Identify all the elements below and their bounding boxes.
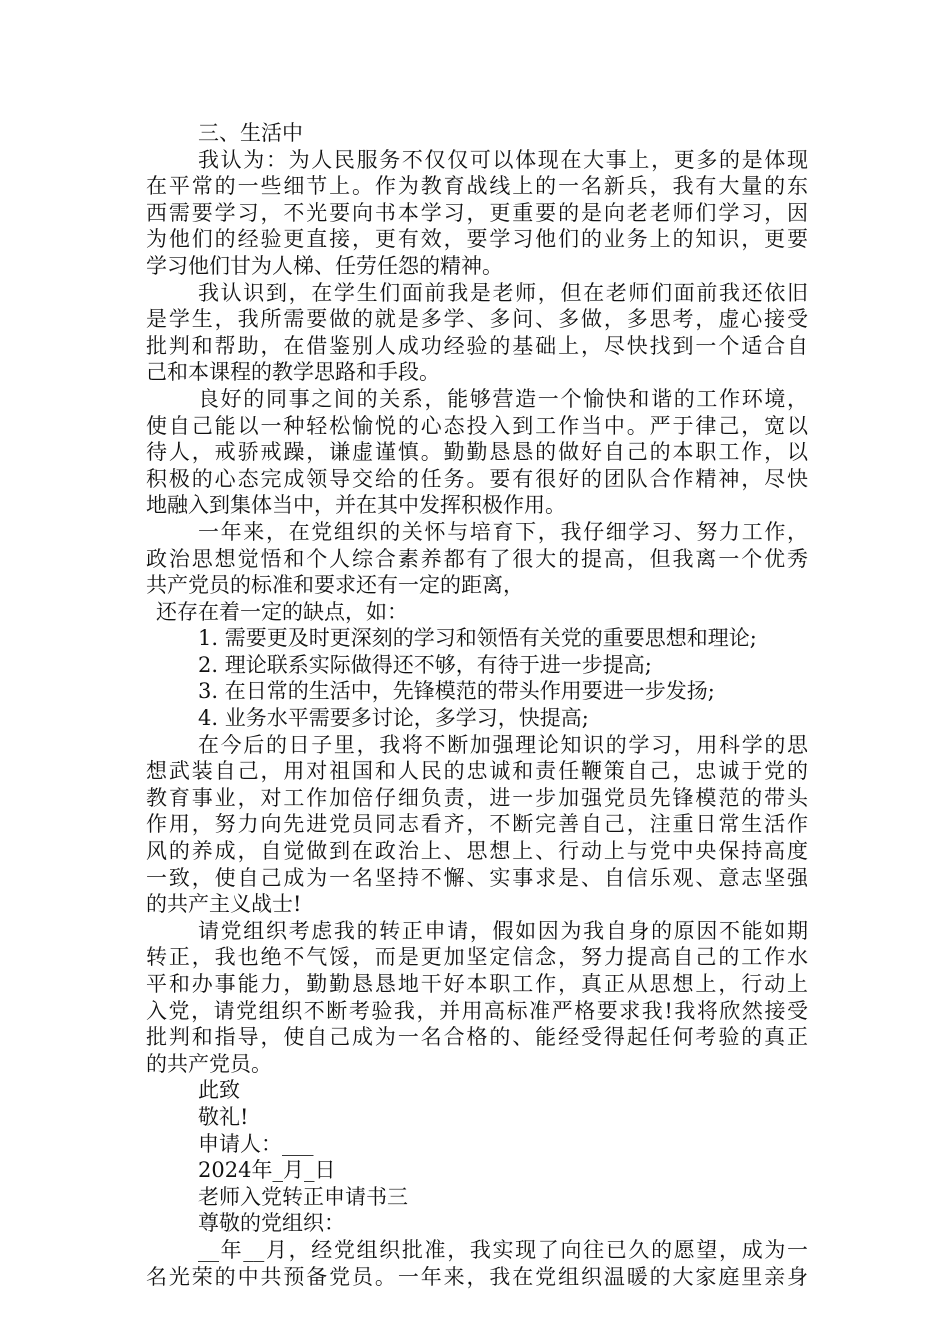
list-item: 1. 需要更及时更深刻的学习和领悟有关党的重要思想和理论; (198, 626, 757, 651)
text-line: 平和办事能力，勤勤恳恳地干好本职工作，真正从思想上，行动上 (146, 972, 808, 996)
text-line: 请党组织考虑我的转正申请，假如因为我自身的原因不能如期 (198, 918, 808, 943)
shortcomings-list (146, 625, 808, 731)
text-line: 转正，我也绝不气馁，而是更加坚定信念，努力提高自己的工作水 (146, 945, 808, 970)
text-line: 为他们的经验更直接，更有效，要学习他们的业务上的知识，更要 (146, 227, 808, 252)
text-line: 一年来，在党组织的关怀与培育下，我仔细学习、努力工作， (198, 519, 808, 544)
paragraph-learning (146, 280, 808, 386)
text-line: 批判和帮助，在借鉴别人成功经验的基础上，尽快找到一个适合自 (146, 333, 808, 358)
paragraph-year-review (146, 519, 808, 599)
text-line: 入党，请党组织不断考验我，并用高标准严格要求我!我将欣然接受 (146, 998, 808, 1023)
text-line: 待人，戒骄戒躁，谦虚谨慎。勤勤恳恳的做好自己的本职工作，以 (146, 440, 808, 465)
paragraph-request (146, 918, 808, 1078)
closing-respect: 敬礼! (198, 1104, 249, 1129)
text-line: 风的养成，自觉做到在政治上、思想上、行动上与党中央保持高度 (146, 839, 808, 864)
text-line: 的共产主义战士! (146, 892, 302, 917)
salutation: 尊敬的党组织： (198, 1211, 345, 1236)
text-line: 我认识到，在学生们面前我是老师，但在老师们面前我还依旧 (198, 280, 808, 305)
text-line: 是学生，我所需要做的就是多学、多问、多做，多思考，虚心接受 (146, 307, 808, 332)
text-line: 良好的同事之间的关系，能够营造一个愉快和谐的工作环境， (198, 386, 808, 411)
text-line: 一致，使自己成为一名坚持不懈、实事求是、自信乐观、意志坚强 (146, 865, 808, 890)
text-line: 教育事业，对工作加倍仔细负责，进一步加强党员先锋模范的带头 (146, 785, 808, 810)
text-line: 批判和指导，使自己成为一名合格的、能经受得起任何考验的真正 (146, 1025, 808, 1050)
text-line: 学习他们甘为人梯、任劳任怨的精神。 (146, 253, 503, 278)
text-line: 的共产党员。 (146, 1051, 272, 1076)
text-line: 共产党员的标准和要求还有一定的距离， (146, 573, 524, 598)
text-line: 积极的心态完成领导交给的任务。要有很好的团队合作精神，尽快 (146, 466, 808, 491)
text-line: 地融入到集体当中，并在其中发挥积极作用。 (146, 493, 566, 518)
text-line: 西需要学习，不光要向书本学习，更重要的是向老老师们学习，因 (146, 200, 808, 225)
paragraph-service (146, 147, 808, 280)
document-page (146, 120, 808, 1290)
text-line: 在平常的一些细节上。作为教育战线上的一名新兵，我有大量的东 (146, 174, 808, 199)
text-line: 我认为：为人民服务不仅仅可以体现在大事上，更多的是体现 (198, 147, 808, 172)
next-document-title: 老师入党转正申请书三 (198, 1184, 408, 1209)
application-date: 2024年_月_日 (198, 1158, 336, 1183)
text-line: 政治思想觉悟和个人综合素养都有了很大的提高，但我离一个优秀 (146, 546, 808, 571)
text-line: 己和本课程的教学思路和手段。 (146, 360, 440, 385)
applicant-signature: 申请人：___ (198, 1131, 314, 1156)
text-line: 在今后的日子里，我将不断加强理论知识的学习，用科学的思 (198, 732, 808, 757)
paragraph-colleagues (146, 386, 808, 519)
list-item: 4. 业务水平需要多讨论，多学习，快提高; (198, 706, 589, 731)
list-item: 2. 理论联系实际做得还不够，有待于进一步提高; (198, 652, 652, 677)
closing-salute: 此致 (198, 1078, 240, 1103)
paragraph-future (146, 732, 808, 918)
text-line: 作用，努力向先进党员同志看齐，不断完善自己，注重日常生活作 (146, 812, 808, 837)
section-heading: 三、生活中 (198, 121, 303, 145)
text-line: 名光荣的中共预备党员。一年来，我在党组织温暖的大家庭里亲身 (146, 1264, 808, 1289)
text-line: 想武装自己，用对祖国和人民的忠诚和责任鞭策自己，忠诚于党的 (146, 759, 808, 784)
text-line: 使自己能以一种轻松愉悦的心态投入到工作当中。严于律己，宽以 (146, 413, 808, 438)
text-line: __年__月，经党组织批准，我实现了向往已久的愿望，成为一 (198, 1237, 808, 1262)
paragraph-opening (146, 1237, 808, 1290)
list-item: 3. 在日常的生活中，先锋模范的带头作用要进一步发扬; (198, 679, 715, 704)
shortcomings-intro: 还存在着一定的缺点，如： (156, 599, 408, 624)
